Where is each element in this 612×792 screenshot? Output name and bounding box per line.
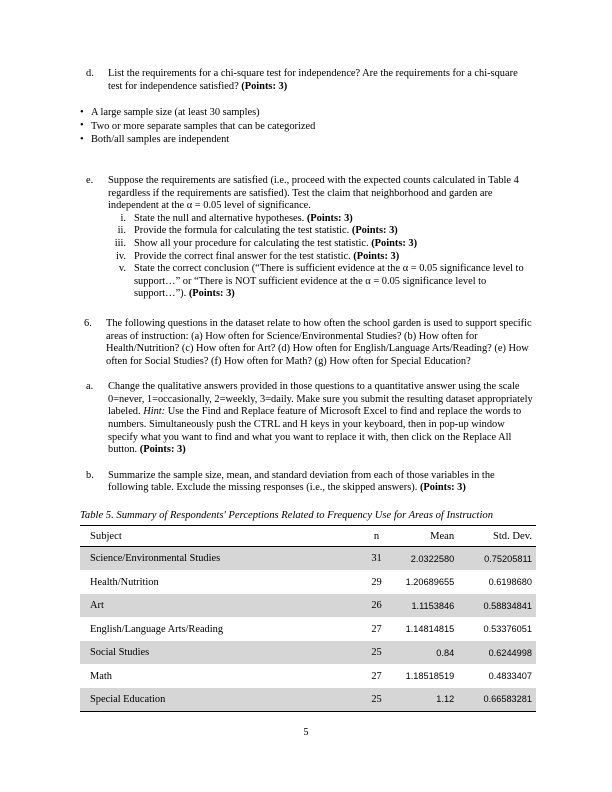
cell-mean: 1.1153846 [394,594,460,618]
cell-n: 31 [359,547,394,571]
bullet-icon: • [80,106,84,118]
list-item-d-points: (Points: 3) [241,80,288,92]
list-item [108,263,534,301]
cell-mean: 1.12 [394,688,460,712]
list-marker-roman: iii. [114,237,126,249]
cell-n: 27 [371,670,382,682]
hint-label: Hint: [143,406,166,418]
list-item-6a-points: (Points: 3) [139,444,186,456]
list-item-label: State the correct conclusion (“There is sufficient evidence at the α = 0.05 significance level to support…” or “There is NOT sufficient evidence at the α = 0.05 significance level to support…”). [134,263,524,300]
table-row [80,570,536,594]
list-item [78,133,534,147]
list-marker-d: d. [86,68,94,79]
cell-subject: Social Studies [80,641,359,665]
list-item-6b [78,470,534,495]
list-item-points: (Points: 3) [306,212,353,224]
list-item-label: Two or more separate samples that can be categorized [91,120,316,132]
list-item-6a [78,381,534,457]
table-row [80,664,536,688]
cell-std-dev: 0.75205811 [460,547,536,571]
spacer [78,93,534,106]
cell-n: 29 [371,576,382,588]
list-item-label: State the null and alternative hypotheses. [134,212,307,224]
spacer [78,301,534,318]
list-item-6b-text: Summarize the sample size, mean, and standard deviation from each of those variables in the following table. Exclude the missing responses (i.e., the skipped answers). [108,469,495,494]
list-marker-roman: iv. [115,250,126,262]
list-marker-6: 6. [84,317,92,329]
list-item-6a-text: Change the qualitative answers provided in those questions to a quantitative answer using the scale 0=never, 1=occasionally, 2=weekly, 3=daily. Make sure you submit the resulting dataset appropriately labeled. [108,381,533,418]
list-item [108,213,534,226]
table-row [80,641,536,665]
table-row [80,547,536,571]
list-item-6-text: The following questions in the dataset relate to how often the school garden is used to support specific areas of instruction: (a) How often for Science/Environmental Studies? (b) How often for Health/Nutrition? (c) How often for Art? (d) How often for English/Language Arts/Reading? (e) How often for Social Studies? (f) How often for Math? (g) How often for Special Education? [106,317,532,367]
bullet-icon: • [80,120,84,132]
list-item-label: Provide the correct final answer for the test statistic. [134,250,354,262]
cell-subject: Health/Nutrition [90,576,159,588]
cell-std-dev: 0.6198680 [488,577,532,588]
list-item-label: Provide the formula for calculating the test statistic. [134,225,352,237]
list-item-label: Show all your procedure for calculating the test statistic. [134,237,372,249]
list-item-points: (Points: 3) [351,225,398,237]
table-block [78,509,534,712]
list-item-points: (Points: 3) [353,250,400,262]
cell-n: 26 [359,594,394,618]
list-item-6b-points: (Points: 3) [419,482,466,494]
table-row [80,617,536,641]
cell-mean: 1.20689655 [405,577,455,588]
column-header-mean: Mean [430,530,455,542]
list-marker-6b: b. [86,469,94,481]
list-item-d [78,68,534,93]
cell-subject: Special Education [80,688,359,712]
table-caption: Table 5. Summary of Respondents' Perceptions Related to Frequency Use for Areas of Instruction [80,510,494,522]
requirements-bullet-list [78,106,534,147]
list-item-points: (Points: 3) [371,237,418,249]
cell-std-dev: 0.66583281 [460,688,536,712]
spacer [78,147,534,175]
cell-subject: Art [80,594,359,618]
list-item-label: Both/all samples are independent [91,134,230,146]
list-item [108,251,534,264]
cell-mean: 2.0322580 [394,547,460,571]
cell-subject: Science/Environmental Studies [80,547,359,571]
cell-n: 27 [371,623,382,635]
list-item-6a-text-2: Use the Find and Replace feature of Microsoft Excel to find and replace the words to numbers. Simultaneously push the CTRL and H keys in your keyboard, then in pop-up window specify what you want to find and what you want to replace it with, then click on the Replace All button. [108,406,522,456]
cell-mean: 1.18518519 [405,671,455,682]
spacer [78,368,534,381]
table-row [80,594,536,618]
cell-subject: Math [90,670,112,682]
cell-mean: 1.14814815 [405,624,455,635]
list-marker-roman: v. [118,263,126,275]
table-row [80,688,536,712]
spacer [78,457,534,470]
list-item [108,225,534,238]
column-header-n: n [373,530,380,542]
cell-mean: 0.84 [394,641,460,665]
cell-std-dev: 0.53376051 [483,624,532,635]
list-item [78,120,534,134]
list-item-e-text: Suppose the requirements are satisfied (i.e., proceed with the expected counts calculated in Table 4 regardless if the requirements are satisfied). Test the claim that neighborhood and garden are independent at the α = 0.05 level of significance. [108,174,519,212]
cell-std-dev: 0.4833407 [488,671,532,682]
list-item-points: (Points: 3) [188,288,235,300]
summary-table [80,525,536,712]
page-number: 5 [303,727,309,738]
list-item-6 [78,318,534,368]
list-item [108,238,534,251]
bullet-icon: • [80,133,84,145]
table-header-row [80,526,536,547]
cell-n: 25 [359,641,394,665]
list-marker-roman: ii. [117,225,126,237]
list-marker-roman: i. [120,212,126,224]
cell-std-dev: 0.58834841 [460,594,536,618]
list-item-d-text: List the requirements for a chi-square test for independence? Are the requirements for a chi-square test for independence satisfied? [108,68,518,92]
table-header [80,526,536,547]
list-marker-6a: a. [86,381,94,393]
list-item [78,106,534,120]
table-body [80,547,536,712]
list-item-label: A large sample size (at least 30 samples) [91,107,260,119]
cell-n: 25 [359,688,394,712]
roman-sublist [108,213,534,301]
cell-subject: English/Language Arts/Reading [90,623,224,635]
column-header-subject: Subject [90,530,122,542]
list-marker-e: e. [86,174,94,186]
cell-std-dev: 0.6244998 [460,641,536,665]
list-item-e [78,175,534,301]
column-header-std-dev: Std. Dev. [492,530,532,542]
